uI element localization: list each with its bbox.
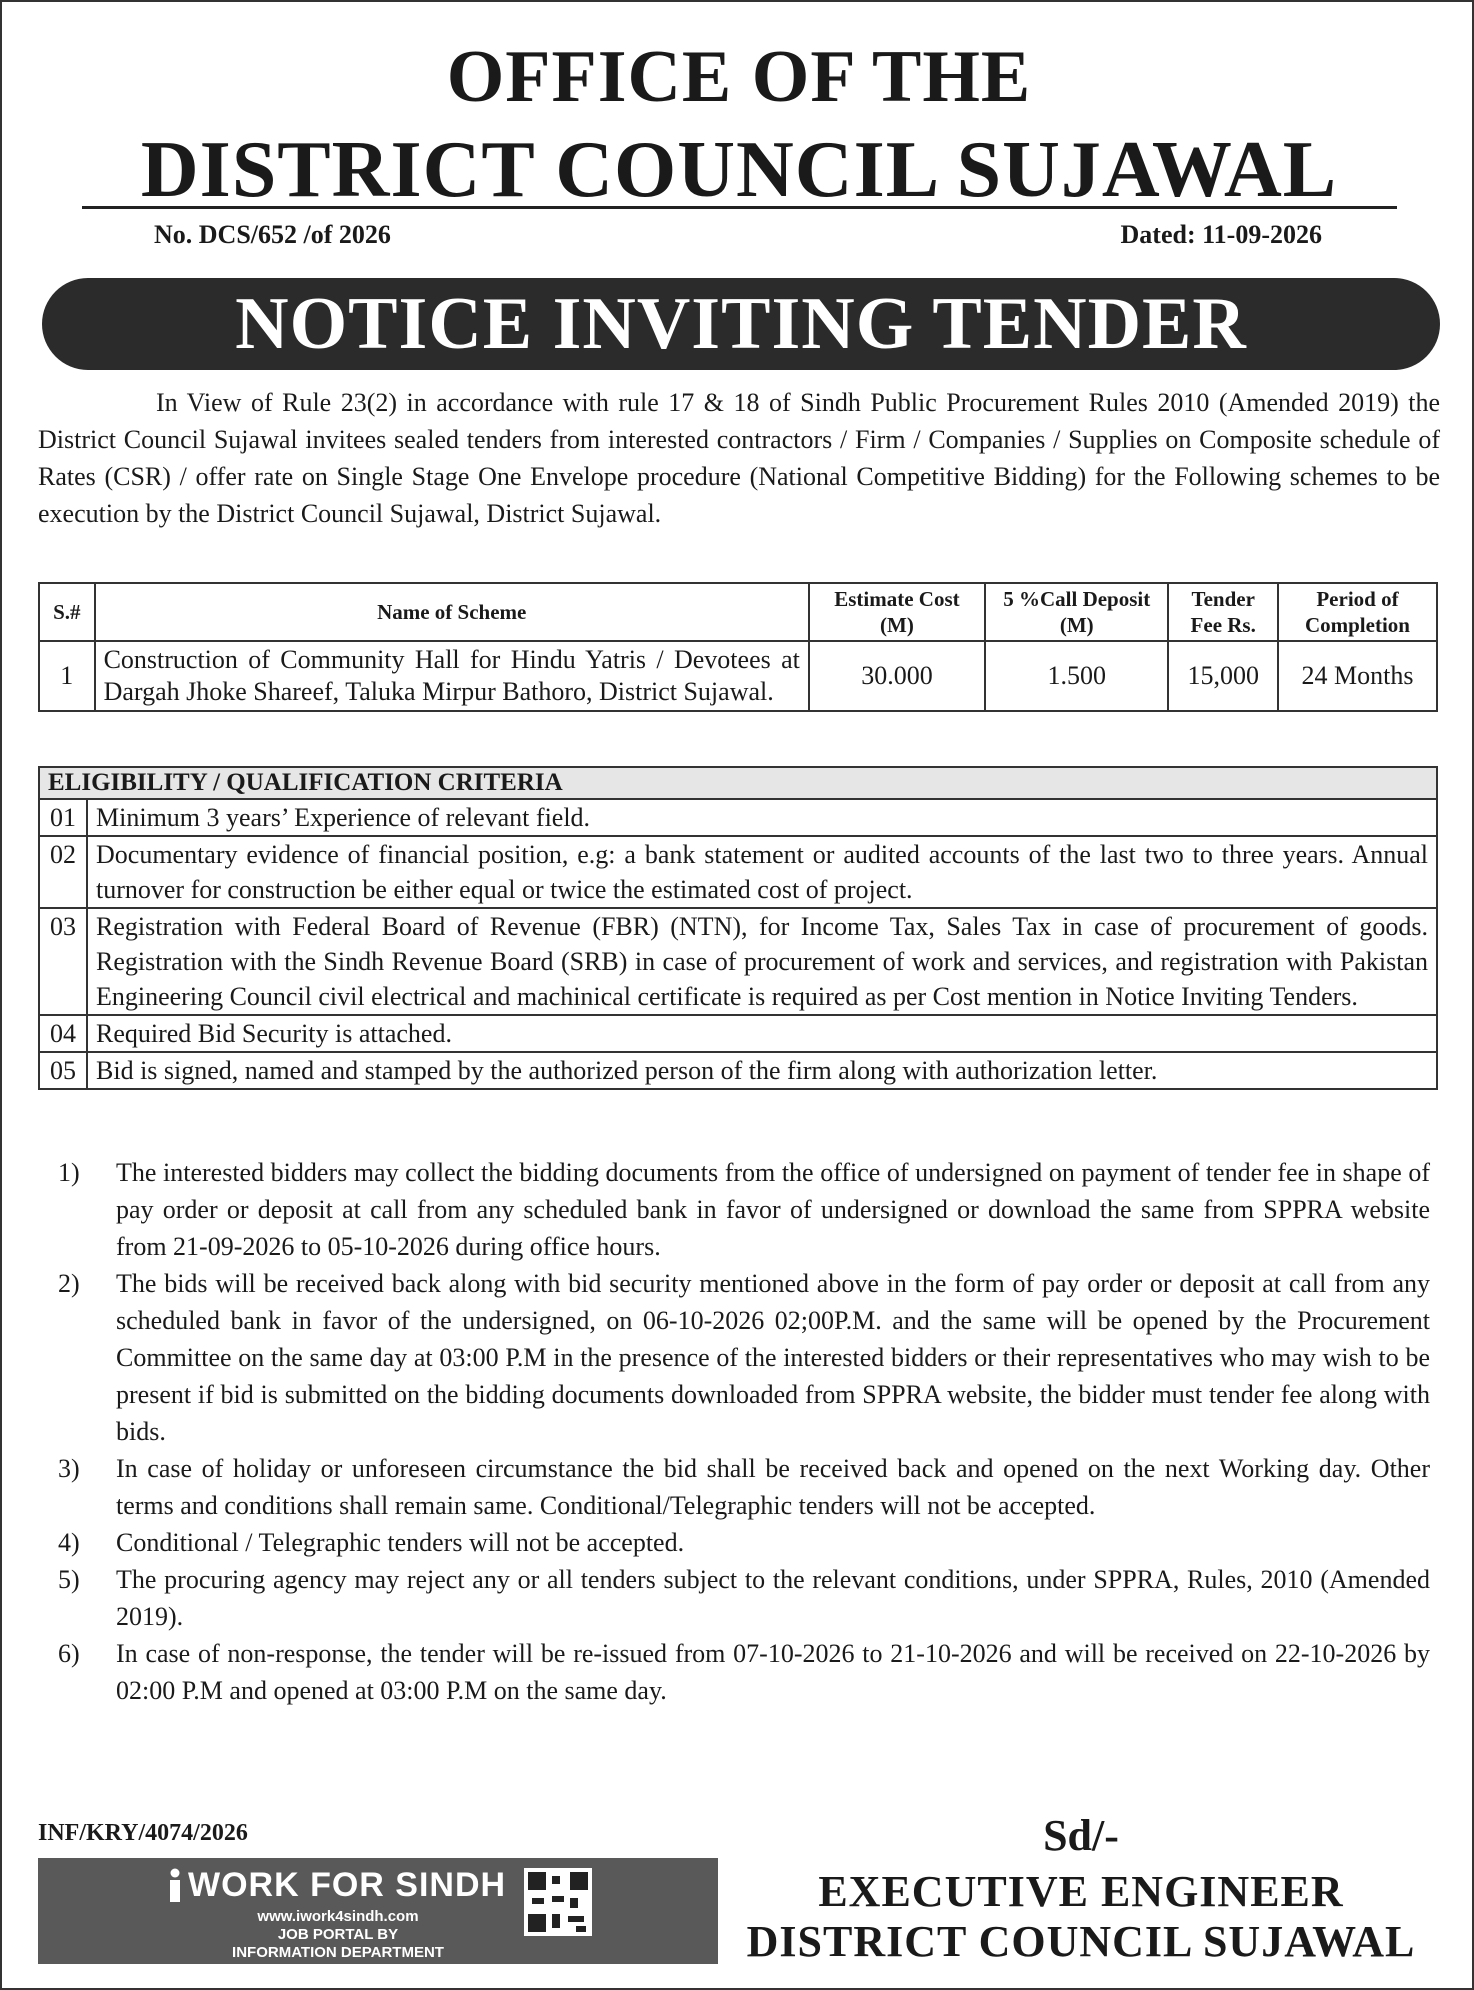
signature-sd: Sd/- bbox=[1043, 1811, 1119, 1860]
term-number: 4) bbox=[58, 1528, 80, 1557]
term-text: The procuring agency may reject any or all tenders subject to the relevant conditions, under SPPRA, Rules, 2010 (Amended 2019). bbox=[116, 1565, 1430, 1631]
list-item bbox=[39, 836, 1437, 908]
list-item bbox=[58, 1154, 1430, 1265]
term-text: In case of non-response, the tender will be re-issued from 07-10-2026 to 21-10-2026 and will be received on 22-10-2026 by 02:00 P.M and opened at 03:00 P.M on the same day. bbox=[116, 1639, 1430, 1705]
col-header-period: Period of Completion bbox=[1278, 583, 1437, 641]
logo-url: www.iwork4sindh.com bbox=[257, 1908, 419, 1925]
col-header-sno: S.# bbox=[39, 583, 95, 641]
col-header-deposit: 5 %Call Deposit (M) bbox=[985, 583, 1168, 641]
logo-title: WORK FOR SINDH bbox=[188, 1866, 507, 1904]
scheme-table-header bbox=[39, 583, 1437, 641]
criteria-text: Minimum 3 years’ Experience of relevant field. bbox=[87, 799, 1437, 836]
scheme-estimate: 30.000 bbox=[809, 641, 985, 711]
criteria-number: 02 bbox=[39, 836, 87, 908]
list-item bbox=[39, 1052, 1437, 1089]
col-header-fee: Tender Fee Rs. bbox=[1168, 583, 1277, 641]
term-number: 6) bbox=[58, 1639, 80, 1668]
criteria-number: 03 bbox=[39, 908, 87, 1015]
criteria-text: Registration with Federal Board of Revenue (FBR) (NTN), for Income Tax, Sales Tax in case of procurement of goods. Registration with the Sindh Revenue Board (SRB) in case of procurement of work and services, and registration with Pakistan Engineering Council civil electrical and machinical certificate is required as per Cost mention in Notice Inviting Tenders. bbox=[87, 908, 1437, 1015]
notice-banner: NOTICE INVITING TENDER bbox=[42, 278, 1440, 370]
criteria-text: Bid is signed, named and stamped by the authorized person of the firm along with authorization letter. bbox=[87, 1052, 1437, 1089]
table-row bbox=[39, 641, 1437, 711]
office-title-line2: DISTRICT COUNCIL SUJAWAL bbox=[140, 126, 1338, 214]
notice-date: Dated: 11-09-2026 bbox=[1120, 220, 1322, 249]
criteria-number: 04 bbox=[39, 1015, 87, 1052]
reference-number: No. DCS/652 /of 2026 bbox=[154, 220, 391, 249]
term-text: In case of holiday or unforeseen circumstance the bid shall be received back and opened on the next Working day. Other terms and conditions shall remain same. Conditional/Telegraphic tenders will not be accepted. bbox=[116, 1454, 1430, 1520]
term-text: The bids will be received back along with bid security mentioned above in the form of pay order or deposit at call from any scheduled bank in favor of the undersigned, on 06-10-2026 02;00P.M. and the same will be opened by the Procurement Committee on the same day at 03:00 P.M in the presence of the interested bidders or their representatives who may wish to be present if bid is submitted on the bidding documents downloaded from SPPRA website, the bidder must tender fee along with bids. bbox=[116, 1269, 1430, 1446]
criteria-number: 01 bbox=[39, 799, 87, 836]
col-header-name: Name of Scheme bbox=[95, 583, 809, 641]
term-number: 2) bbox=[58, 1269, 80, 1298]
term-number: 3) bbox=[58, 1454, 80, 1483]
scheme-deposit: 1.500 bbox=[985, 641, 1168, 711]
criteria-number: 05 bbox=[39, 1052, 87, 1089]
scheme-fee: 15,000 bbox=[1168, 641, 1277, 711]
eligibility-table bbox=[38, 766, 1438, 1090]
person-icon bbox=[166, 1868, 184, 1902]
col-header-estimate: Estimate Cost (M) bbox=[809, 583, 985, 641]
term-number: 5) bbox=[58, 1565, 80, 1594]
criteria-text: Documentary evidence of financial position, e.g: a bank statement or audited accounts of the last two to three years. Annual turnover for construction be either equal or twice the estimated cost of project. bbox=[87, 836, 1437, 908]
criteria-text: Required Bid Security is attached. bbox=[87, 1015, 1437, 1052]
term-text: Conditional / Telegraphic tenders will not be accepted. bbox=[116, 1528, 685, 1557]
list-item bbox=[39, 799, 1437, 836]
list-item bbox=[58, 1450, 1430, 1524]
eligibility-heading: ELIGIBILITY / QUALIFICATION CRITERIA bbox=[39, 767, 1437, 799]
term-number: 1) bbox=[58, 1158, 80, 1187]
list-item bbox=[58, 1524, 1430, 1561]
list-item bbox=[39, 1015, 1437, 1052]
title-underline bbox=[82, 206, 1397, 209]
scheme-period: 24 Months bbox=[1278, 641, 1437, 711]
scheme-table bbox=[38, 582, 1438, 712]
scheme-sno: 1 bbox=[39, 641, 95, 711]
iwork4sindh-logo bbox=[38, 1858, 718, 1964]
logo-tagline-1: JOB PORTAL BY bbox=[277, 1926, 399, 1943]
signatory-role: EXECUTIVE ENGINEER bbox=[818, 1867, 1344, 1916]
term-text: The interested bidders may collect the bidding documents from the office of undersigned on payment of tender fee in shape of pay order or deposit at call from any scheduled bank in favor of undersigned or download the same from SPPRA website from 21-09-2026 to 05-10-2026 during office hours. bbox=[116, 1158, 1430, 1261]
list-item bbox=[58, 1265, 1430, 1450]
logo-tagline-2: INFORMATION DEPARTMENT bbox=[232, 1944, 444, 1961]
inf-code: INF/KRY/4074/2026 bbox=[38, 1820, 248, 1846]
intro-paragraph: In View of Rule 23(2) in accordance with rule 17 & 18 of Sindh Public Procurement Rules 2010 (Amended 2019) the District Council Sujawal invitees sealed tenders from interested contractors / Firm / Companies / Supplies on Composite schedule of Rates (CSR) / offer rate on Single Stage One Envelope procedure (National Competitive Bidding) for the Following schemes to be execution by the District Council Sujawal, District Sujawal. bbox=[38, 388, 1440, 528]
terms-list bbox=[58, 1154, 1430, 1709]
scheme-name: Construction of Community Hall for Hindu Yatris / Devotees at Dargah Jhoke Shareef, Taluka Mirpur Bathoro, District Sujawal. bbox=[95, 641, 809, 711]
list-item bbox=[39, 908, 1437, 1015]
qr-code-icon bbox=[524, 1868, 592, 1936]
eligibility-heading-row bbox=[39, 767, 1437, 799]
list-item bbox=[58, 1635, 1430, 1709]
signatory-office: DISTRICT COUNCIL SUJAWAL bbox=[746, 1917, 1416, 1966]
office-title-line1: OFFICE OF THE bbox=[446, 36, 1032, 118]
list-item bbox=[58, 1561, 1430, 1635]
